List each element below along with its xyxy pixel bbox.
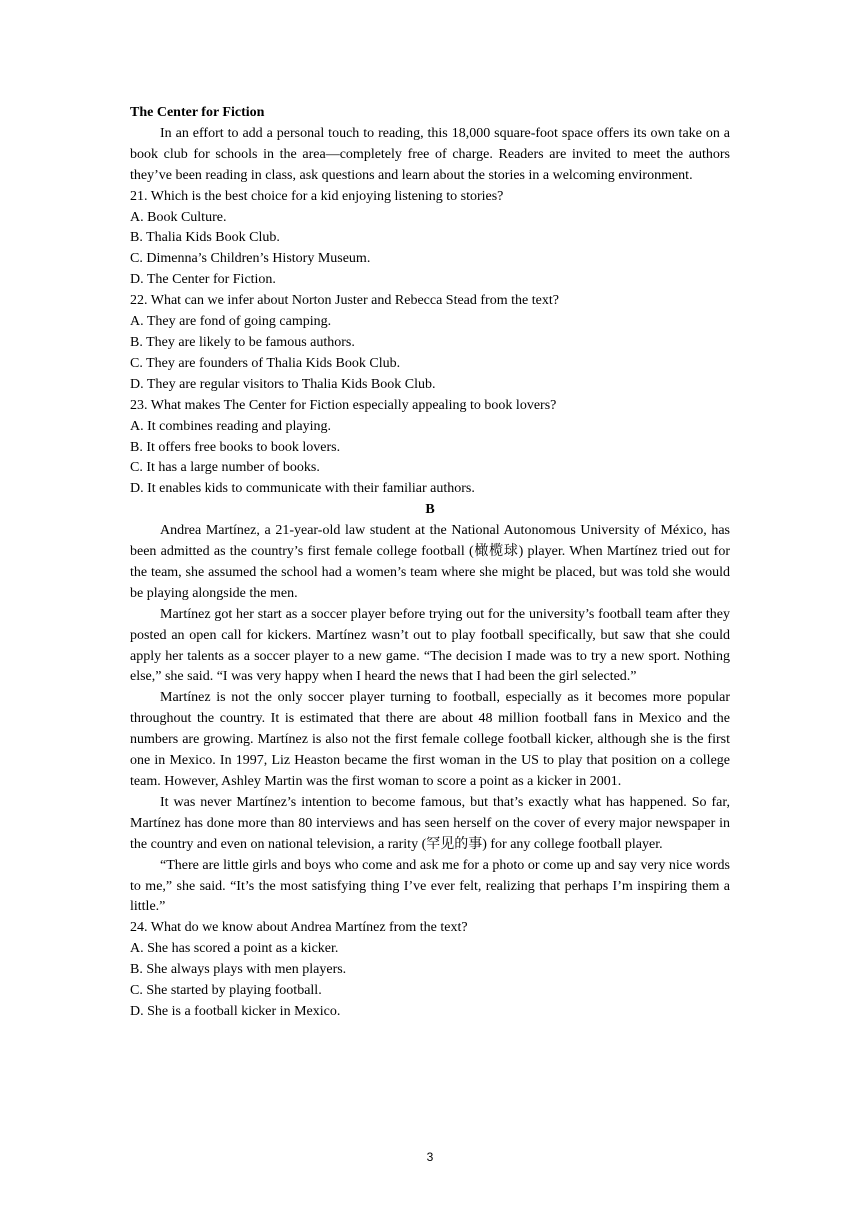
option-c: C. Dimenna’s Children’s History Museum. (130, 251, 371, 267)
option-b: B. They are likely to be famous authors. (130, 334, 355, 350)
question-stem: 21. Which is the best choice for a kid enjoying listening to stories? (130, 188, 504, 204)
question-block-21 (130, 187, 730, 292)
section-title: The Center for Fiction (130, 105, 265, 120)
option-b: B. It offers free books to book lovers. (130, 439, 341, 455)
option-c: C. They are founders of Thalia Kids Book Club. (130, 355, 401, 371)
section-b-label: B (425, 502, 435, 518)
passage-paragraph: Martínez is not the only soccer player turning to football, especially as it becomes more popular throughout the country. It is estimated that there are about 48 million football fans in Mexico and the numbers are growing. Martínez is also not the first female college football kicker, although she is the first one in Mexico. In 1997, Liz Heaston became the first woman in the US to play that position on a college team. However, Ashley Martin was the first woman to score a point as a kicker in 2001. (130, 690, 730, 789)
option-a: A. It combines reading and playing. (130, 418, 332, 434)
question-block-22 (130, 291, 730, 396)
question-stem: 22. What can we infer about Norton Juster and Rebecca Stead from the text? (130, 293, 559, 309)
option-d: D. It enables kids to communicate with their familiar authors. (130, 481, 475, 497)
option-d: D. They are regular visitors to Thalia Kids Book Club. (130, 376, 436, 392)
option-d: D. The Center for Fiction. (130, 272, 276, 288)
option-c: C. She started by playing football. (130, 983, 322, 999)
option-d: D. She is a football kicker in Mexico. (130, 1003, 341, 1019)
option-a: A. She has scored a point as a kicker. (130, 941, 339, 957)
question-stem: 24. What do we know about Andrea Martínez from the text? (130, 920, 468, 936)
option-c: C. It has a large number of books. (130, 460, 320, 476)
question-stem: 23. What makes The Center for Fiction especially appealing to book lovers? (130, 397, 557, 413)
option-a: A. Book Culture. (130, 209, 227, 225)
passage-paragraph: It was never Martínez’s intention to become famous, but that’s exactly what has happened. So far, Martínez has done more than 80 interviews and has seen herself on the cover of every major newspaper in the country and even on national television, a rarity (罕见的事) for any college football player. (130, 794, 730, 852)
question-block-23 (130, 396, 730, 501)
question-block-24 (130, 918, 730, 1023)
passage-paragraph: Martínez got her start as a soccer player before trying out for the university’s football team after they posted an open call for kickers. Martínez wasn’t out to play football specifically, but saw that she could apply her talents as a soccer player to a new game. “The decision I made was to try a new sport. Nothing else,” she said. “I was very happy when I heard the news that I had been the girl selected.” (130, 606, 730, 685)
passage-paragraph: “There are little girls and boys who come and ask me for a photo or come up and say very nice words to me,” she said. “It’s the most satisfying thing I’ve ever felt, realizing that perhaps I’m inspiring them a little.” (130, 857, 730, 915)
option-a: A. They are fond of going camping. (130, 314, 332, 330)
page-number: 3 (426, 1150, 434, 1164)
passage-paragraph: Andrea Martínez, a 21-year-old law student at the National Autonomous University of México, has been admitted as the country’s first female college football (橄榄球) player. When Martínez tried out for the team, she assumed the school had a women’s team where she might be placed, but was told she would be playing alongside the men. (130, 523, 730, 601)
center-paragraph: In an effort to add a personal touch to reading, this 18,000 square-foot space offers its own take on a book club for schools in the area—completely free of charge. Readers are invited to meet the authors they’ve been reading in class, ask questions and learn about the stories in a welcoming environment. (130, 125, 730, 183)
page-content (130, 103, 730, 1023)
option-b: B. She always plays with men players. (130, 962, 347, 978)
option-b: B. Thalia Kids Book Club. (130, 230, 280, 246)
